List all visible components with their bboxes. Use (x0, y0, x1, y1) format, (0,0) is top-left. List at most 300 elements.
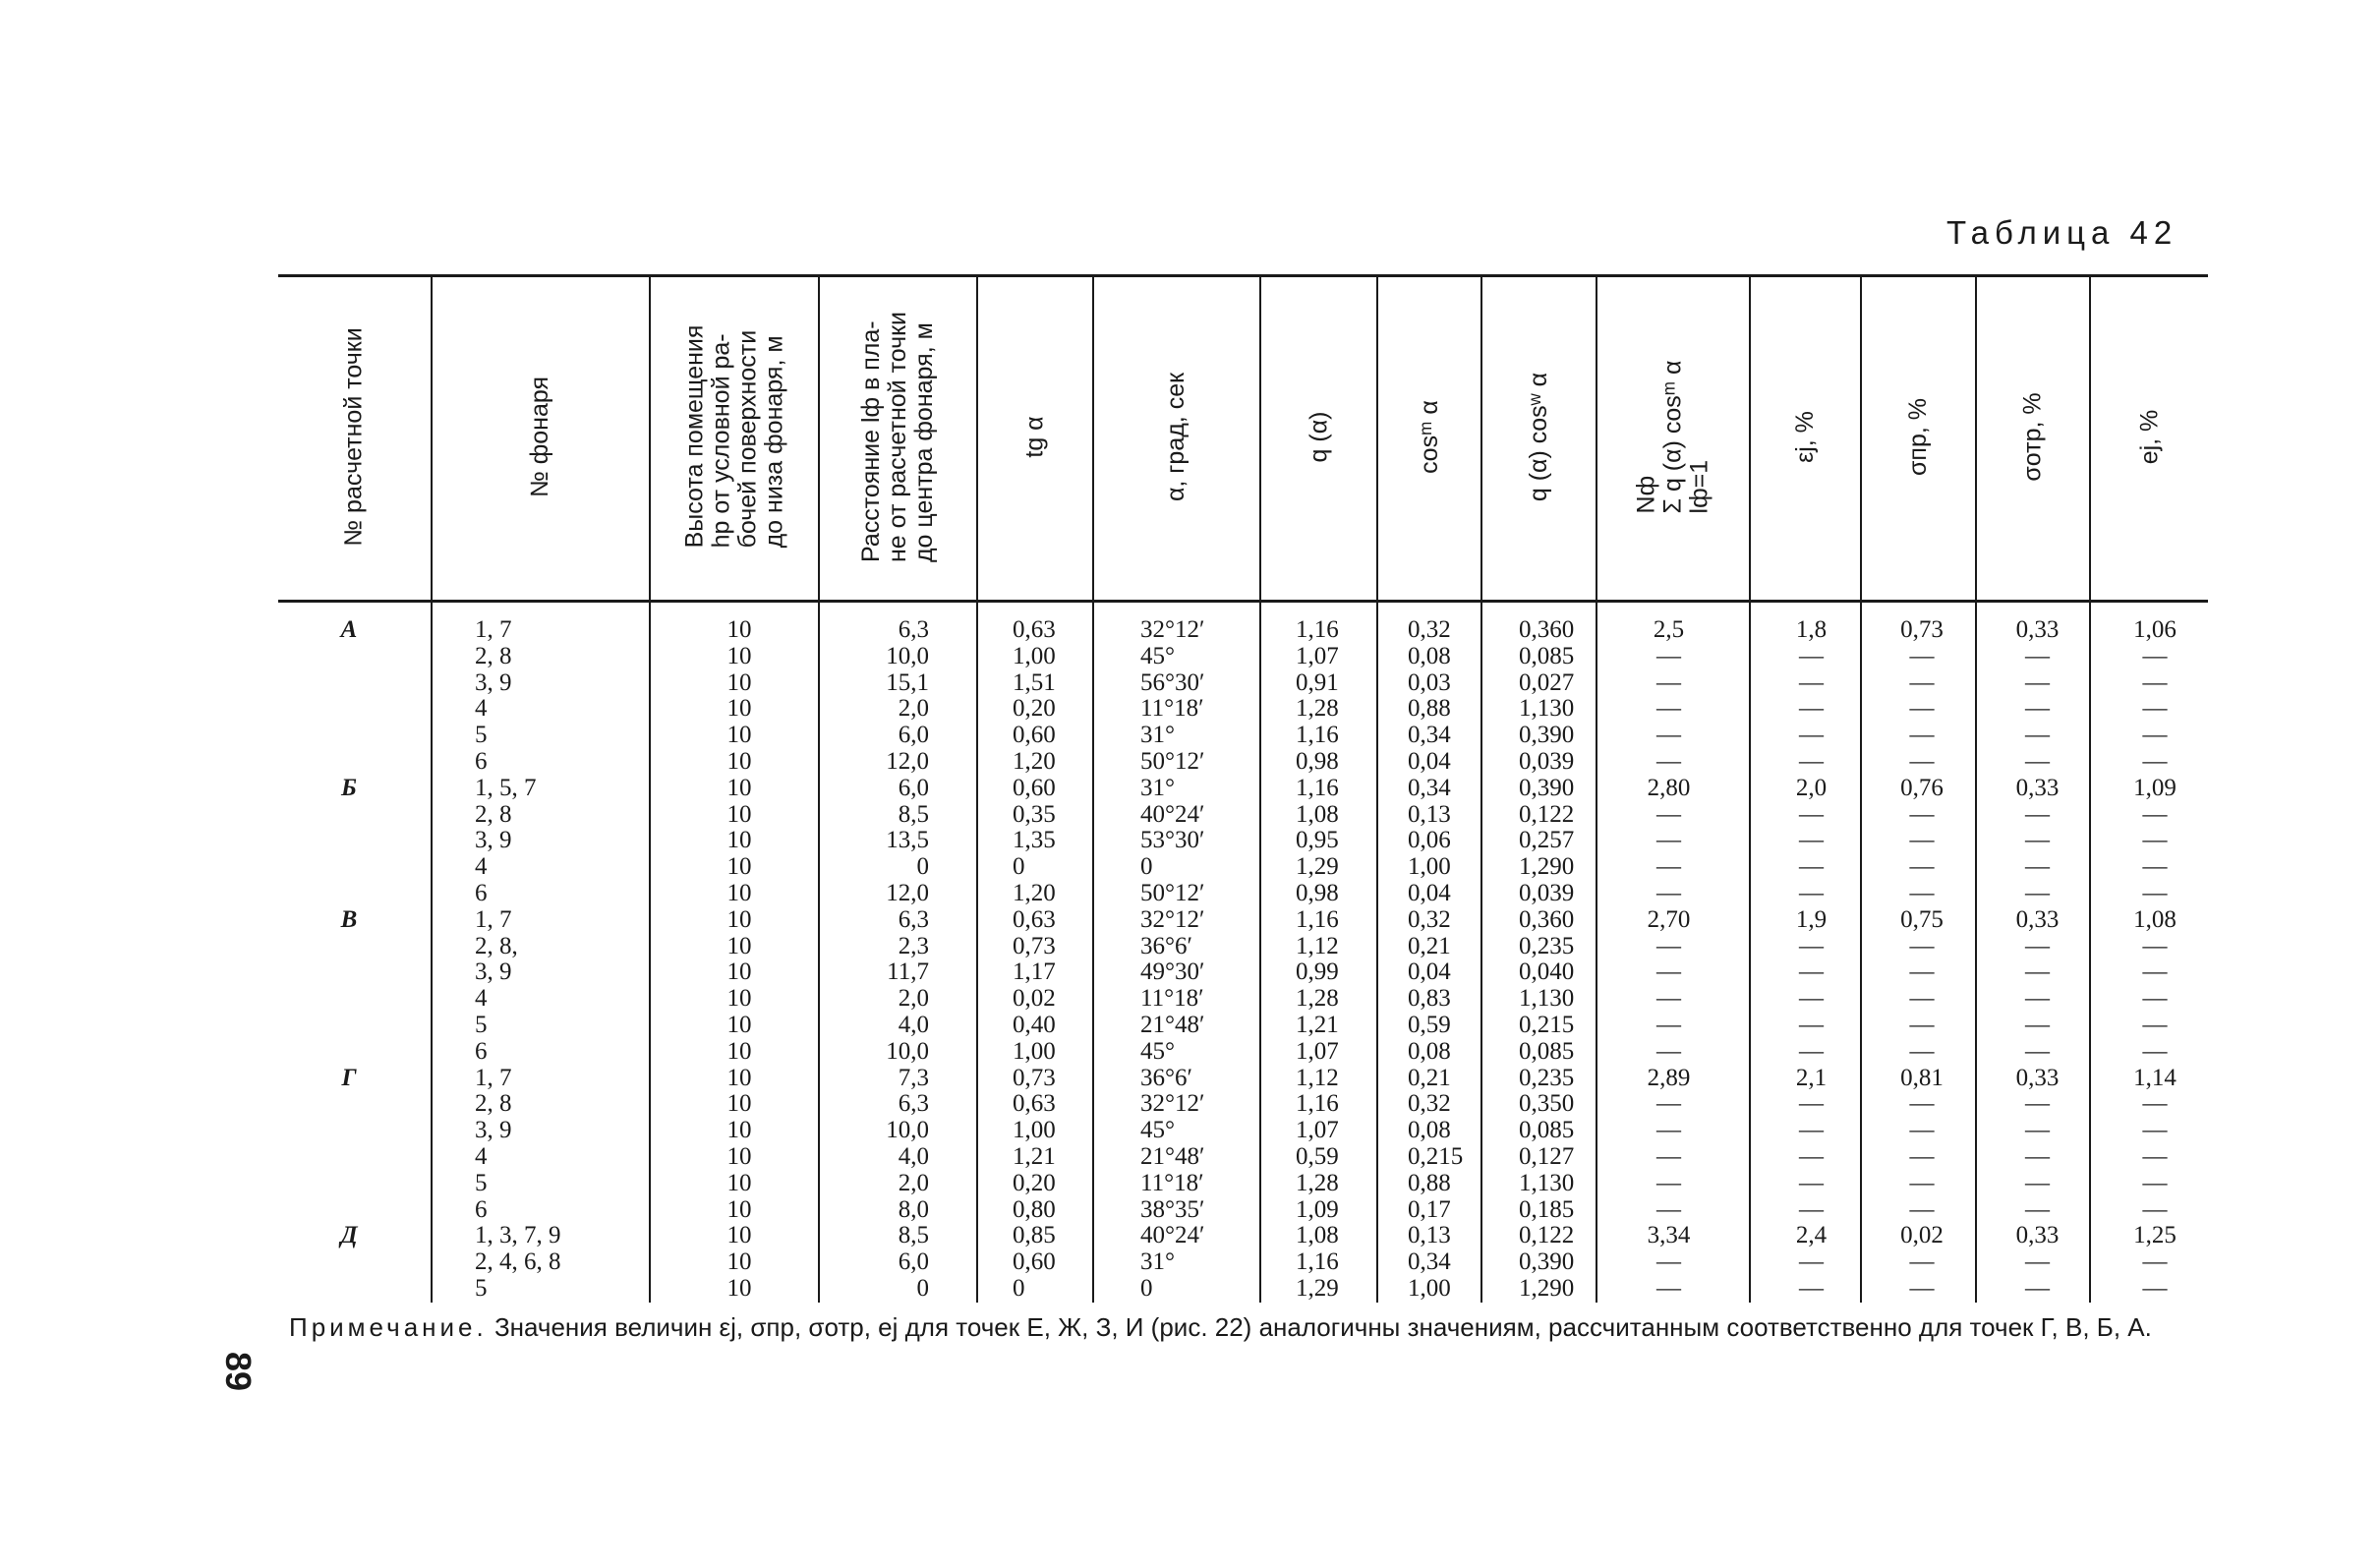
cell-lamp: 6 (475, 1195, 488, 1223)
cell-qcos: 0,360 (1519, 616, 1575, 643)
cell-lamp: 4 (475, 985, 488, 1013)
cell-lamp: 2, 8, (475, 932, 518, 959)
cell-cos: 0,83 (1408, 985, 1451, 1013)
cell-cos: 0,34 (1408, 774, 1451, 801)
cell-angle: 11°18′ (1140, 695, 1204, 723)
cell-tg: 1,35 (1013, 827, 1056, 854)
cell-sum: — (1656, 1169, 1681, 1196)
cell-sotr: — (2025, 722, 2050, 749)
cell-angle: 49°30′ (1140, 958, 1205, 986)
cell-cos: 0,21 (1408, 932, 1451, 959)
column-sum (1632, 617, 1706, 1303)
cell-spr: — (1909, 800, 1935, 828)
cell-height: 10 (726, 747, 752, 775)
cell-height: 10 (726, 642, 752, 669)
cell-height: 10 (726, 1195, 752, 1223)
cell-q: 1,12 (1296, 932, 1339, 959)
cell-spr: — (1909, 958, 1935, 986)
cell-qcos: 0,360 (1519, 905, 1575, 933)
header-eps: εj, % (1790, 410, 1819, 463)
cell-sum: — (1656, 1142, 1681, 1170)
cell-q: 0,95 (1296, 827, 1339, 854)
cell-eps: — (1799, 800, 1824, 828)
cell-angle: 50°12′ (1140, 879, 1205, 906)
header-q: q (α) (1304, 411, 1332, 462)
cell-sotr: — (2025, 1090, 2050, 1118)
cell-q: 1,16 (1296, 1090, 1339, 1118)
cell-e: — (2142, 800, 2168, 828)
cell-spr: — (1909, 1274, 1935, 1302)
header-height: Высота помещения hр от условной ра- бочей поверхности до низа фонаря, м (680, 324, 787, 549)
cell-sum: — (1656, 1195, 1681, 1223)
cell-lamp: 1, 7 (475, 1064, 512, 1091)
cell-cos: 0,04 (1408, 747, 1451, 775)
cell-q: 0,91 (1296, 668, 1339, 696)
cell-height: 10 (726, 1037, 752, 1065)
cell-sotr: — (2025, 800, 2050, 828)
cell-spr: 0,73 (1900, 616, 1944, 643)
cell-cos: 0,88 (1408, 695, 1451, 723)
cell-eps: — (1799, 695, 1824, 723)
cell-tg: 0,02 (1013, 985, 1056, 1013)
cell-sotr: — (2025, 932, 2050, 959)
cell-sotr: 0,33 (2015, 1222, 2060, 1249)
cell-e: — (2142, 695, 2168, 723)
note-text: Значения величин εj, σпр, σотр, ej для точек Е, Ж, З, И (рис. 22) аналогичны значениям, рассчитанным соответственно для точек Г, В, Б, А. (493, 1312, 2152, 1342)
cell-eps: — (1799, 1011, 1824, 1038)
cell-tg: 1,21 (1013, 1142, 1056, 1170)
cell-lamp: 6 (475, 1037, 488, 1065)
cell-lamp: 1, 3, 7, 9 (475, 1222, 561, 1249)
cell-eps: 1,9 (1795, 905, 1828, 933)
cell-cos: 0,04 (1408, 958, 1451, 986)
cell-spr: — (1909, 1090, 1935, 1118)
cell-sum: — (1656, 1274, 1681, 1302)
cell-height: 10 (726, 827, 752, 854)
cell-q: 1,09 (1296, 1195, 1339, 1223)
cell-cos: 0,06 (1408, 827, 1451, 854)
cell-tg: 0,35 (1013, 800, 1056, 828)
cell-e: — (2142, 1195, 2168, 1223)
cell-tg: 1,00 (1013, 1037, 1056, 1065)
cell-lamp: 2, 8 (475, 642, 512, 669)
cell-sotr: — (2025, 1011, 2050, 1038)
column-e (2116, 617, 2194, 1303)
cell-e: 1,06 (2133, 616, 2177, 643)
header-sum: Nф Σ q (α) cosᵐ α lф=1 (1632, 360, 1713, 513)
cell-qcos: 0,215 (1519, 1011, 1575, 1038)
cell-eps: — (1799, 1090, 1824, 1118)
cell-eps: — (1799, 827, 1824, 854)
cell-distance: 12,0 (886, 879, 929, 906)
cell-eps: — (1799, 1142, 1824, 1170)
cell-point: Г (341, 1064, 357, 1091)
cell-qcos: 1,130 (1519, 695, 1575, 723)
cell-e: 1,08 (2133, 905, 2177, 933)
cell-lamp: 4 (475, 695, 488, 723)
cell-q: 1,16 (1296, 905, 1339, 933)
cell-q: 1,08 (1296, 800, 1339, 828)
cell-eps: — (1799, 722, 1824, 749)
cell-angle: 36°6′ (1140, 932, 1192, 959)
cell-spr: 0,81 (1900, 1064, 1944, 1091)
cell-q: 1,28 (1296, 985, 1339, 1013)
cell-cos: 0,03 (1408, 668, 1451, 696)
header-qcos: q (α) cosʷ α (1525, 372, 1553, 501)
cell-height: 10 (726, 1222, 752, 1249)
cell-spr: — (1909, 1195, 1935, 1223)
cell-sotr: 0,33 (2015, 1064, 2060, 1091)
cell-sum: — (1656, 879, 1681, 906)
cell-eps: — (1799, 747, 1824, 775)
column-sotr (2001, 617, 2074, 1303)
cell-sum: — (1656, 985, 1681, 1013)
cell-distance: 10,0 (886, 642, 929, 669)
cell-eps: — (1799, 1169, 1824, 1196)
cell-sum: — (1656, 958, 1681, 986)
cell-qcos: 0,039 (1519, 747, 1575, 775)
header-distance: Расстояние lф в пла- не от расчетной точки до центра фонаря, м (857, 311, 938, 562)
cell-lamp: 1, 7 (475, 616, 512, 643)
cell-cos: 0,08 (1408, 1117, 1451, 1144)
cell-spr: — (1909, 932, 1935, 959)
cell-lamp: 3, 9 (475, 668, 512, 696)
cell-sotr: — (2025, 642, 2050, 669)
cell-angle: 31° (1140, 722, 1175, 749)
cell-height: 10 (726, 668, 752, 696)
cell-cos: 0,88 (1408, 1169, 1451, 1196)
cell-tg: 1,51 (1013, 668, 1056, 696)
column-tg (1013, 617, 1091, 1303)
cell-lamp: 3, 9 (475, 1117, 512, 1144)
cell-height: 10 (726, 958, 752, 986)
cell-height: 10 (726, 774, 752, 801)
cell-cos: 0,04 (1408, 879, 1451, 906)
column-point (295, 617, 403, 1303)
cell-q: 1,07 (1296, 1117, 1339, 1144)
cell-e: — (2142, 1011, 2168, 1038)
cell-tg: 0,73 (1013, 1064, 1056, 1091)
cell-height: 10 (726, 932, 752, 959)
cell-distance: 0 (916, 853, 929, 881)
cell-qcos: 0,039 (1519, 879, 1575, 906)
cell-cos: 1,00 (1408, 853, 1451, 881)
cell-angle: 31° (1140, 774, 1175, 801)
cell-distance: 2,0 (898, 985, 929, 1013)
cell-height: 10 (726, 853, 752, 881)
cell-tg: 0,85 (1013, 1222, 1056, 1249)
cell-sotr: — (2025, 958, 2050, 986)
cell-spr: 0,76 (1900, 774, 1944, 801)
cell-e: — (2142, 958, 2168, 986)
cell-sotr: — (2025, 1248, 2050, 1276)
cell-angle: 45° (1140, 1117, 1175, 1144)
cell-height: 10 (726, 879, 752, 906)
cell-qcos: 0,085 (1519, 642, 1575, 669)
cell-spr: — (1909, 1142, 1935, 1170)
cell-angle: 45° (1140, 642, 1175, 669)
cell-sum: 2,89 (1647, 1064, 1691, 1091)
cell-spr: 0,02 (1900, 1222, 1944, 1249)
cell-qcos: 1,130 (1519, 985, 1575, 1013)
cell-distance: 2,0 (898, 695, 929, 723)
cell-lamp: 3, 9 (475, 827, 512, 854)
cell-qcos: 1,290 (1519, 853, 1575, 881)
cell-tg: 0,60 (1013, 722, 1056, 749)
cell-eps: — (1799, 853, 1824, 881)
cell-angle: 0 (1140, 1274, 1153, 1302)
cell-cos: 0,08 (1408, 1037, 1451, 1065)
cell-angle: 40°24′ (1140, 1222, 1205, 1249)
cell-sum: — (1656, 1248, 1681, 1276)
header-sotr: σотр, % (2018, 391, 2047, 482)
cell-angle: 0 (1140, 853, 1153, 881)
cell-tg: 0 (1013, 1274, 1025, 1302)
cell-point: Б (341, 774, 357, 801)
cell-cos: 0,21 (1408, 1064, 1451, 1091)
cell-cos: 0,215 (1408, 1142, 1464, 1170)
cell-height: 10 (726, 1274, 752, 1302)
column-q (1296, 617, 1374, 1303)
cell-q: 1,29 (1296, 1274, 1339, 1302)
cell-tg: 0,80 (1013, 1195, 1056, 1223)
cell-distance: 8,0 (898, 1195, 929, 1223)
cell-cos: 0,17 (1408, 1195, 1451, 1223)
cell-distance: 15,1 (886, 668, 929, 696)
cell-q: 1,08 (1296, 1222, 1339, 1249)
cell-q: 1,16 (1296, 722, 1339, 749)
cell-distance: 2,3 (898, 932, 929, 959)
header-spr: σпр, % (1904, 397, 1932, 476)
cell-qcos: 0,085 (1519, 1117, 1575, 1144)
cell-height: 10 (726, 985, 752, 1013)
cell-e: — (2142, 1248, 2168, 1276)
cell-height: 10 (726, 722, 752, 749)
header-lamp: № фонаря (526, 376, 554, 497)
cell-eps: — (1799, 1195, 1824, 1223)
cell-sum: — (1656, 800, 1681, 828)
cell-sotr: — (2025, 1274, 2050, 1302)
cell-distance: 10,0 (886, 1117, 929, 1144)
cell-e: — (2142, 1169, 2168, 1196)
cell-distance: 0 (916, 1274, 929, 1302)
cell-lamp: 5 (475, 1274, 488, 1302)
cell-spr: — (1909, 695, 1935, 723)
cell-tg: 0,60 (1013, 1248, 1056, 1276)
cell-e: — (2142, 747, 2168, 775)
cell-q: 1,29 (1296, 853, 1339, 881)
cell-sotr: — (2025, 1142, 2050, 1170)
cell-e: — (2142, 932, 2168, 959)
cell-q: 1,28 (1296, 695, 1339, 723)
column-qcos (1519, 617, 1596, 1303)
cell-eps: 2,0 (1795, 774, 1828, 801)
table-title: Таблица 42 (1946, 214, 2178, 251)
cell-qcos: 0,040 (1519, 958, 1575, 986)
cell-distance: 4,0 (898, 1142, 929, 1170)
cell-e: — (2142, 1090, 2168, 1118)
cell-q: 1,21 (1296, 1011, 1339, 1038)
cell-cos: 0,08 (1408, 642, 1451, 669)
cell-e: — (2142, 985, 2168, 1013)
cell-q: 0,59 (1296, 1142, 1339, 1170)
cell-q: 1,12 (1296, 1064, 1339, 1091)
cell-distance: 4,0 (898, 1011, 929, 1038)
cell-q: 1,16 (1296, 774, 1339, 801)
cell-eps: — (1799, 1248, 1824, 1276)
cell-sotr: — (2025, 985, 2050, 1013)
cell-spr: — (1909, 827, 1935, 854)
cell-tg: 1,20 (1013, 747, 1056, 775)
cell-sotr: — (2025, 1195, 2050, 1223)
cell-height: 10 (726, 1142, 752, 1170)
cell-lamp: 1, 5, 7 (475, 774, 537, 801)
cell-cos: 0,32 (1408, 616, 1451, 643)
cell-spr: — (1909, 668, 1935, 696)
cell-tg: 0 (1013, 853, 1025, 881)
cell-qcos: 0,390 (1519, 1248, 1575, 1276)
cell-eps: — (1799, 668, 1824, 696)
cell-eps: 2,1 (1795, 1064, 1828, 1091)
cell-spr: 0,75 (1900, 905, 1944, 933)
cell-sotr: — (2025, 1117, 2050, 1144)
cell-eps: — (1799, 985, 1824, 1013)
cell-q: 0,98 (1296, 747, 1339, 775)
header-tg: tg α (1020, 415, 1049, 458)
cell-eps: — (1799, 1274, 1824, 1302)
cell-sotr: — (2025, 853, 2050, 881)
cell-height: 10 (726, 1117, 752, 1144)
cell-height: 10 (726, 1248, 752, 1276)
cell-lamp: 6 (475, 747, 488, 775)
cell-lamp: 5 (475, 1169, 488, 1196)
cell-q: 1,16 (1296, 616, 1339, 643)
column-eps (1774, 617, 1848, 1303)
cell-cos: 0,59 (1408, 1011, 1451, 1038)
cell-e: — (2142, 1037, 2168, 1065)
cell-sotr: 0,33 (2015, 905, 2060, 933)
cell-sotr: — (2025, 1169, 2050, 1196)
cell-tg: 0,63 (1013, 616, 1056, 643)
cell-e: — (2142, 1274, 2168, 1302)
cell-spr: — (1909, 1248, 1935, 1276)
cell-qcos: 0,350 (1519, 1090, 1575, 1118)
cell-eps: — (1799, 642, 1824, 669)
table-note (289, 1307, 2216, 1347)
cell-q: 1,28 (1296, 1169, 1339, 1196)
header-angle: α, град, сек (1162, 372, 1190, 501)
cell-qcos: 0,127 (1519, 1142, 1575, 1170)
cell-sotr: — (2025, 695, 2050, 723)
cell-lamp: 2, 8 (475, 1090, 512, 1118)
cell-angle: 40°24′ (1140, 800, 1205, 828)
cell-distance: 8,5 (898, 800, 929, 828)
cell-distance: 6,3 (898, 616, 929, 643)
cell-angle: 32°12′ (1140, 616, 1205, 643)
cell-e: — (2142, 722, 2168, 749)
cell-qcos: 0,185 (1519, 1195, 1575, 1223)
cell-q: 1,07 (1296, 1037, 1339, 1065)
cell-tg: 0,63 (1013, 905, 1056, 933)
cell-angle: 53°30′ (1140, 827, 1205, 854)
cell-distance: 8,5 (898, 1222, 929, 1249)
cell-qcos: 0,257 (1519, 827, 1575, 854)
cell-q: 1,07 (1296, 642, 1339, 669)
cell-height: 10 (726, 905, 752, 933)
cell-distance: 2,0 (898, 1169, 929, 1196)
cell-angle: 21°48′ (1140, 1142, 1205, 1170)
cell-q: 0,98 (1296, 879, 1339, 906)
cell-sotr: — (2025, 747, 2050, 775)
cell-spr: — (1909, 1117, 1935, 1144)
cell-spr: — (1909, 1011, 1935, 1038)
cell-distance: 6,0 (898, 774, 929, 801)
cell-distance: 13,5 (886, 827, 929, 854)
cell-height: 10 (726, 616, 752, 643)
cell-height: 10 (726, 1090, 752, 1118)
cell-e: — (2142, 642, 2168, 669)
cell-qcos: 0,390 (1519, 774, 1575, 801)
cell-sum: — (1656, 827, 1681, 854)
cell-e: — (2142, 853, 2168, 881)
cell-sum: — (1656, 1117, 1681, 1144)
cell-point: Д (340, 1222, 358, 1249)
cell-tg: 0,20 (1013, 1169, 1056, 1196)
cell-angle: 32°12′ (1140, 905, 1205, 933)
cell-lamp: 6 (475, 879, 488, 906)
cell-sotr: 0,33 (2015, 616, 2060, 643)
cell-e: — (2142, 1142, 2168, 1170)
cell-tg: 0,20 (1013, 695, 1056, 723)
page-number: 89 (218, 1351, 260, 1392)
cell-spr: — (1909, 747, 1935, 775)
cell-eps: — (1799, 958, 1824, 986)
column-angle (1140, 617, 1258, 1303)
cell-cos: 0,34 (1408, 722, 1451, 749)
cell-tg: 0,60 (1013, 774, 1056, 801)
cell-spr: — (1909, 985, 1935, 1013)
cell-sotr: 0,33 (2015, 774, 2060, 801)
cell-sum: — (1656, 722, 1681, 749)
cell-e: 1,25 (2133, 1222, 2177, 1249)
cell-spr: — (1909, 1169, 1935, 1196)
header-e: ej, % (2135, 409, 2163, 464)
cell-lamp: 2, 4, 6, 8 (475, 1248, 561, 1276)
table-header-divider (278, 600, 2208, 603)
cell-angle: 31° (1140, 1248, 1175, 1276)
cell-angle: 45° (1140, 1037, 1175, 1065)
cell-height: 10 (726, 800, 752, 828)
cell-tg: 0,73 (1013, 932, 1056, 959)
cell-distance: 10,0 (886, 1037, 929, 1065)
cell-tg: 1,00 (1013, 642, 1056, 669)
cell-sum: 3,34 (1647, 1222, 1691, 1249)
cell-qcos: 0,085 (1519, 1037, 1575, 1065)
cell-qcos: 0,390 (1519, 722, 1575, 749)
note-label: Примечание. (289, 1312, 488, 1342)
cell-distance: 6,0 (898, 722, 929, 749)
cell-lamp: 4 (475, 1142, 488, 1170)
cell-height: 10 (726, 1169, 752, 1196)
cell-sum: — (1656, 1090, 1681, 1118)
cell-angle: 50°12′ (1140, 747, 1205, 775)
cell-lamp: 5 (475, 1011, 488, 1038)
column-height (700, 617, 779, 1303)
cell-cos: 1,00 (1408, 1274, 1451, 1302)
cell-cos: 0,32 (1408, 905, 1451, 933)
cell-e: — (2142, 827, 2168, 854)
cell-angle: 56°30′ (1140, 668, 1205, 696)
